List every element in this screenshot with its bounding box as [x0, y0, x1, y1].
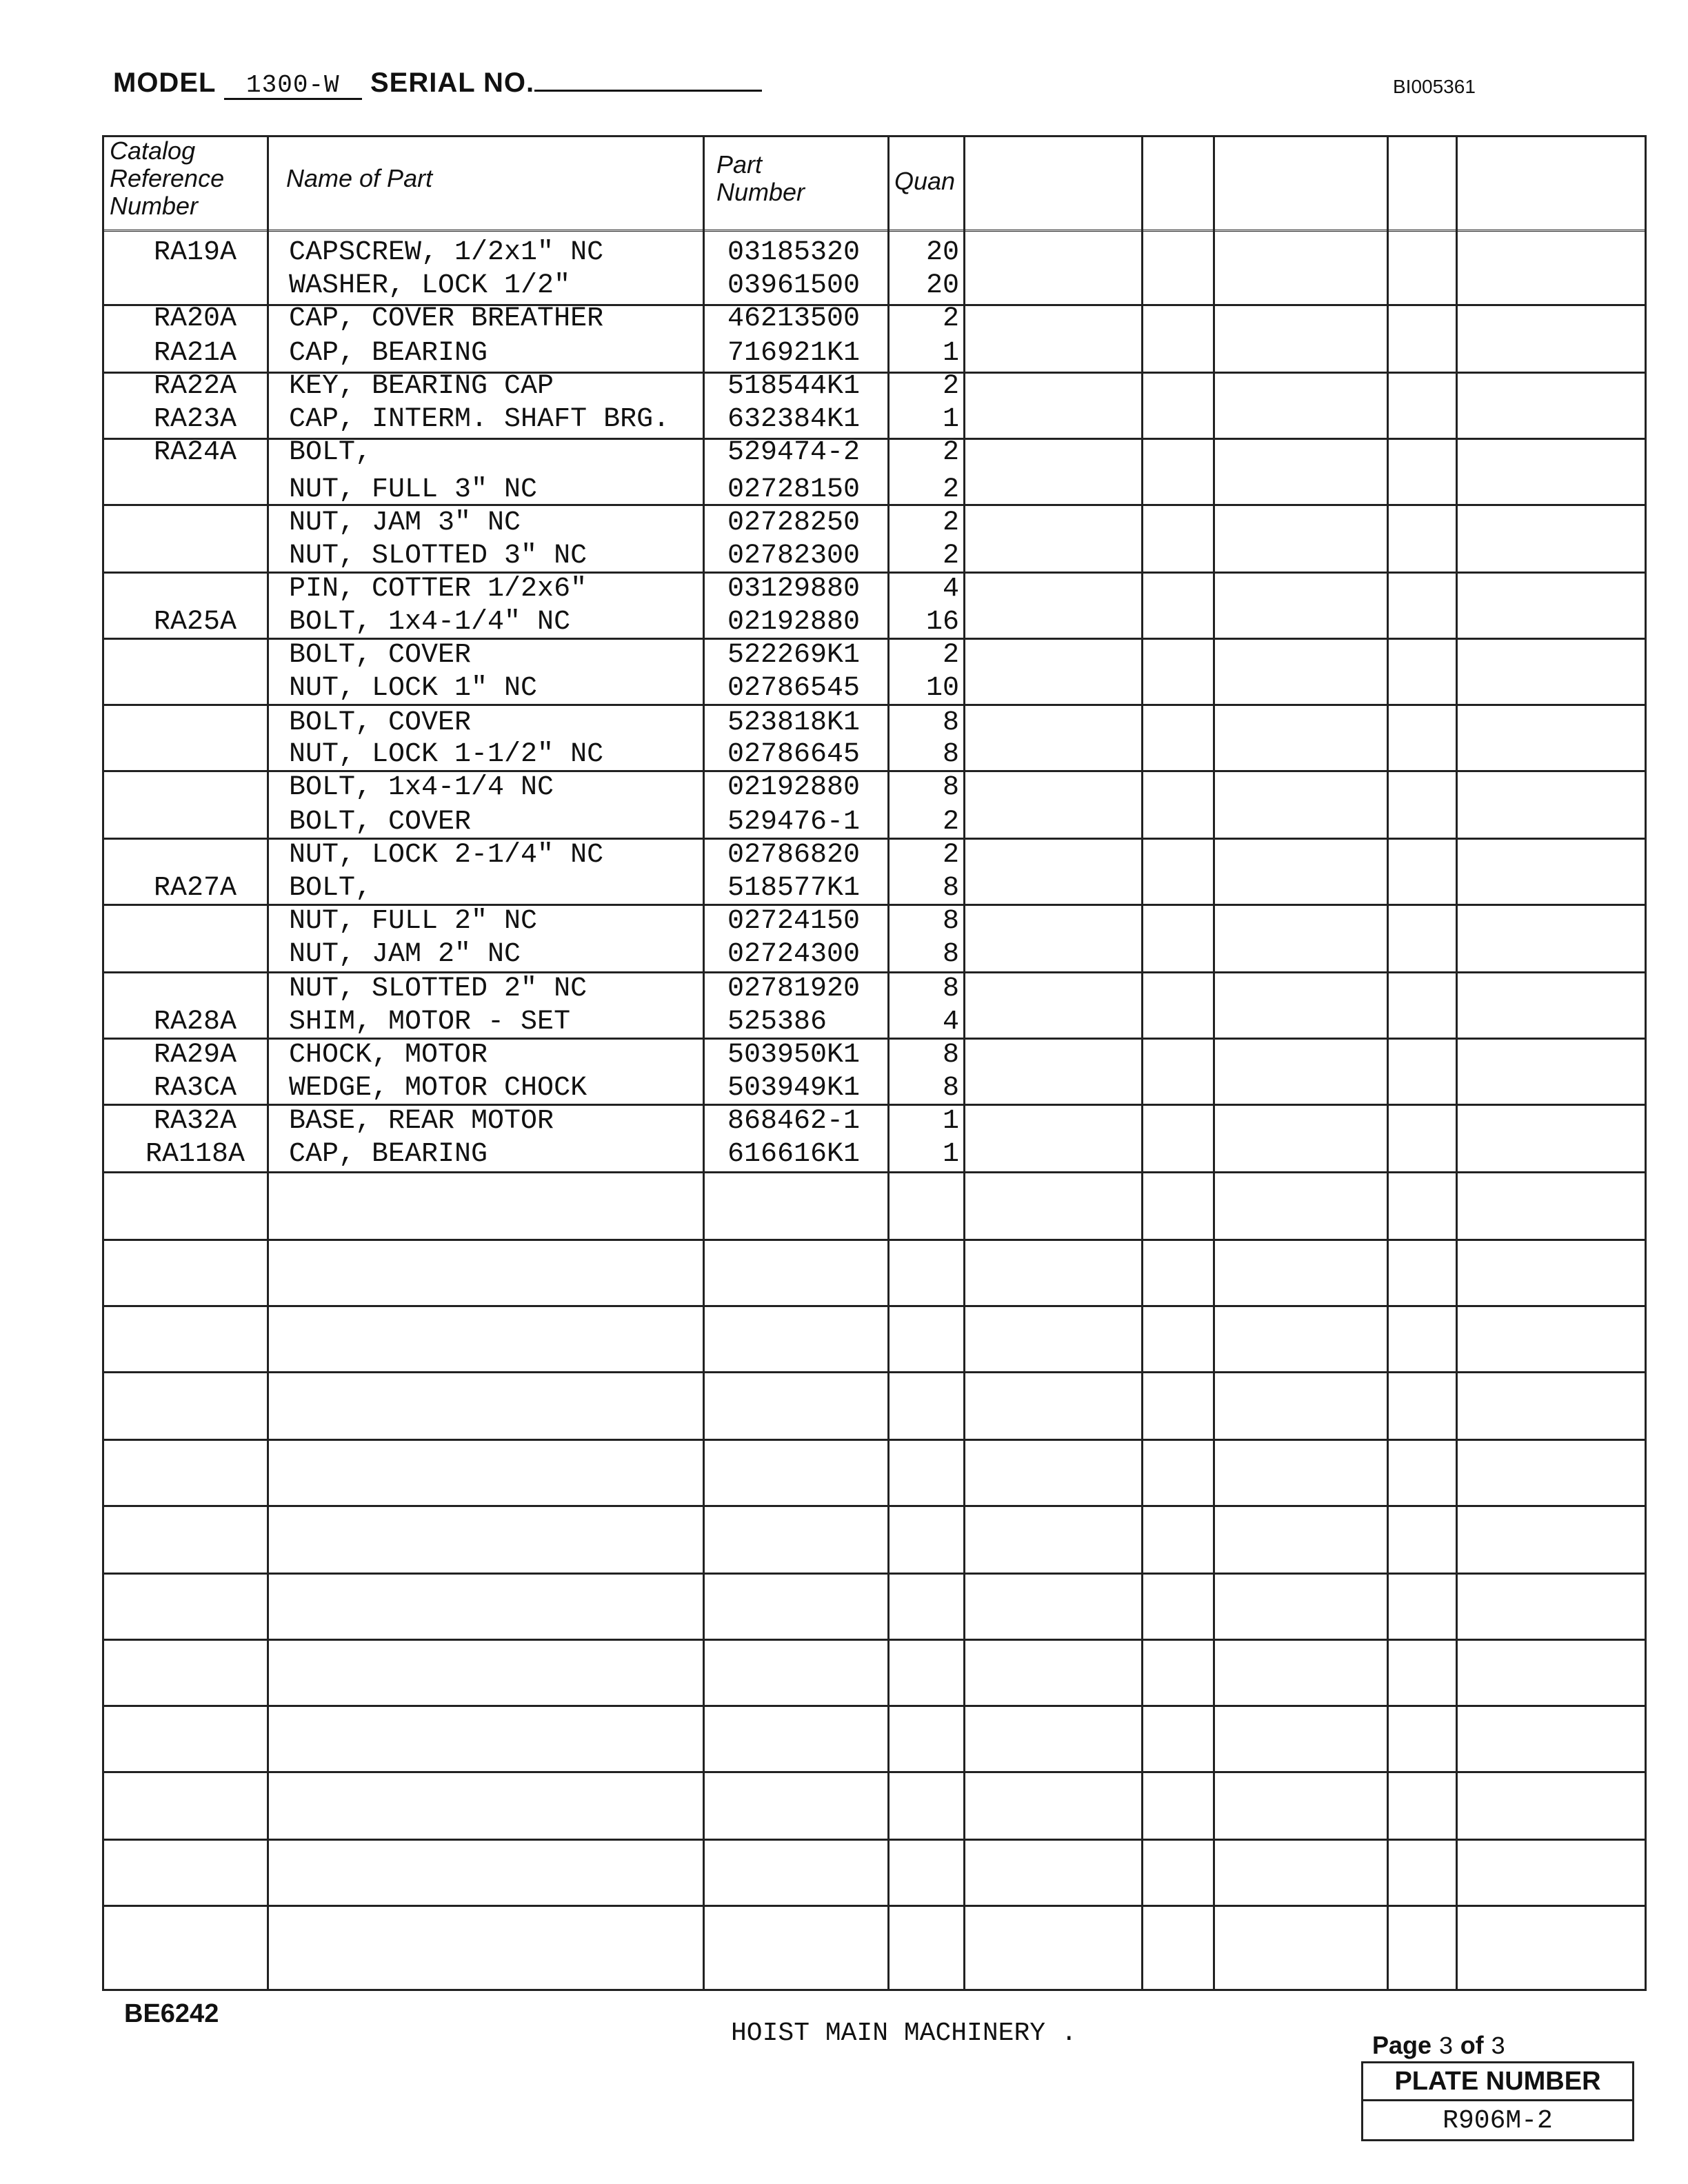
- row-ref: RA27A: [153, 873, 237, 904]
- row-quantity: 8: [942, 973, 959, 1004]
- col-divider: [1141, 137, 1143, 1989]
- row-part-number: 03129880: [727, 574, 861, 605]
- row-quantity: 2: [942, 540, 959, 572]
- row-name: WASHER, LOCK 1/2": [289, 270, 571, 301]
- row-ref: RA32A: [153, 1106, 237, 1137]
- col-divider: [1213, 137, 1215, 1989]
- row-quantity: 2: [942, 840, 959, 871]
- row-quantity: 2: [942, 807, 959, 838]
- row-name: BOLT,: [289, 437, 372, 468]
- col-divider: [267, 137, 269, 1989]
- row-quantity: 8: [942, 1073, 959, 1104]
- row-part-number: 529474-2: [727, 437, 861, 468]
- document-id: BI005361: [1393, 76, 1476, 97]
- row-quantity: 2: [942, 474, 959, 505]
- row-quantity: 10: [925, 673, 959, 704]
- serial-label: SERIAL NO.: [370, 68, 535, 98]
- row-part-number: 03961500: [727, 270, 861, 301]
- col-divider: [703, 137, 705, 1989]
- row-divider: [104, 1171, 1645, 1173]
- row-name: BASE, REAR MOTOR: [289, 1106, 554, 1137]
- row-part-number: 02786645: [727, 739, 861, 770]
- row-part-number: 522269K1: [727, 640, 861, 671]
- row-ref: RA23A: [153, 404, 237, 435]
- row-part-number: 518544K1: [727, 371, 861, 402]
- row-divider: [104, 1573, 1645, 1575]
- form-code: BE6242: [124, 1999, 219, 2028]
- row-ref: RA28A: [153, 1007, 237, 1038]
- row-divider: [104, 1839, 1645, 1841]
- row-divider: [104, 1305, 1645, 1307]
- section-title: HOIST MAIN MACHINERY .: [731, 2019, 1077, 2048]
- plate-number-value: R906M-2: [1443, 2106, 1553, 2136]
- row-part-number: 02192880: [727, 607, 861, 638]
- row-part-number: 868462-1: [727, 1106, 861, 1137]
- row-quantity: 8: [942, 906, 959, 937]
- row-quantity: 1: [942, 1139, 959, 1170]
- row-divider: [104, 1639, 1645, 1641]
- row-quantity: 8: [942, 772, 959, 803]
- header-line: [113, 68, 762, 100]
- row-quantity: 2: [942, 437, 959, 468]
- page-number: 3: [1438, 2033, 1454, 2061]
- row-name: PIN, COTTER 1/2x6": [289, 574, 587, 605]
- row-quantity: 16: [925, 607, 959, 638]
- row-name: CAP, BEARING: [289, 1139, 488, 1170]
- row-name: NUT, LOCK 1" NC: [289, 673, 538, 704]
- page-word: Page: [1372, 2031, 1432, 2059]
- page-of: of: [1460, 2031, 1484, 2059]
- model-label: MODEL: [113, 68, 216, 98]
- row-ref: RA21A: [153, 338, 237, 369]
- row-part-number: 02724300: [727, 939, 861, 970]
- row-quantity: 2: [942, 303, 959, 334]
- row-name: NUT, JAM 2" NC: [289, 939, 521, 970]
- row-name: CHOCK, MOTOR: [289, 1040, 488, 1071]
- row-part-number: 02786820: [727, 840, 861, 871]
- row-name: SHIM, MOTOR - SET: [289, 1007, 571, 1038]
- row-part-number: 503949K1: [727, 1073, 861, 1104]
- header-divider: [104, 230, 1645, 236]
- row-divider: [104, 1371, 1645, 1373]
- row-quantity: 20: [925, 270, 959, 301]
- page-total: 3: [1490, 2033, 1506, 2061]
- row-quantity: 1: [942, 1106, 959, 1137]
- row-part-number: 02786545: [727, 673, 861, 704]
- row-name: KEY, BEARING CAP: [289, 371, 554, 402]
- col-divider: [1456, 137, 1458, 1989]
- row-quantity: 8: [942, 873, 959, 904]
- row-divider: [104, 1705, 1645, 1707]
- row-quantity: 8: [942, 707, 959, 738]
- row-name: CAP, COVER BREATHER: [289, 303, 604, 334]
- row-quantity: 8: [942, 1040, 959, 1071]
- row-ref: RA24A: [153, 437, 237, 468]
- row-quantity: 8: [942, 739, 959, 770]
- column-header-part: Part Number: [716, 150, 805, 206]
- page-indicator: [1372, 2031, 1505, 2061]
- row-name: BOLT, 1x4-1/4 NC: [289, 772, 554, 803]
- row-part-number: 503950K1: [727, 1040, 861, 1071]
- column-header-name: Name of Part: [286, 164, 433, 192]
- row-name: BOLT, COVER: [289, 640, 472, 671]
- row-name: BOLT, COVER: [289, 707, 472, 738]
- row-divider: [104, 1239, 1645, 1241]
- row-divider: [104, 1439, 1645, 1441]
- column-header-ref: Catalog Reference Number: [110, 136, 225, 220]
- row-ref: RA29A: [153, 1040, 237, 1071]
- row-ref: RA25A: [153, 607, 237, 638]
- row-name: BOLT,: [289, 873, 372, 904]
- row-part-number: 02724150: [727, 906, 861, 937]
- row-name: CAPSCREW, 1/2x1" NC: [289, 237, 604, 268]
- row-part-number: 02192880: [727, 772, 861, 803]
- row-quantity: 2: [942, 507, 959, 538]
- serial-value: [534, 90, 762, 92]
- col-divider: [1387, 137, 1389, 1989]
- parts-table: [102, 135, 1647, 1991]
- row-quantity: 4: [942, 1007, 959, 1038]
- row-quantity: 1: [942, 338, 959, 369]
- row-part-number: 02781920: [727, 973, 861, 1004]
- row-part-number: 523818K1: [727, 707, 861, 738]
- row-divider: [104, 1505, 1645, 1507]
- row-part-number: 02728250: [727, 507, 861, 538]
- row-ref: RA20A: [153, 303, 237, 334]
- row-part-number: 518577K1: [727, 873, 861, 904]
- row-ref: RA19A: [153, 237, 237, 268]
- row-part-number: 03185320: [727, 237, 861, 268]
- row-ref: RA22A: [153, 371, 237, 402]
- row-part-number: 632384K1: [727, 404, 861, 435]
- row-quantity: 2: [942, 371, 959, 402]
- row-name: NUT, LOCK 2-1/4" NC: [289, 840, 604, 871]
- row-name: CAP, INTERM. SHAFT BRG.: [289, 404, 670, 435]
- row-divider: [104, 1905, 1645, 1907]
- row-part-number: 529476-1: [727, 807, 861, 838]
- row-ref: RA3CA: [153, 1073, 237, 1104]
- row-part-number: 716921K1: [727, 338, 861, 369]
- row-divider: [104, 1771, 1645, 1773]
- row-name: CAP, BEARING: [289, 338, 488, 369]
- row-part-number: 46213500: [727, 303, 861, 334]
- row-name: NUT, FULL 3" NC: [289, 474, 538, 505]
- model-value: 1300-W: [224, 73, 362, 100]
- row-name: WEDGE, MOTOR CHOCK: [289, 1073, 587, 1104]
- row-name: BOLT, 1x4-1/4" NC: [289, 607, 571, 638]
- row-name: NUT, SLOTTED 2" NC: [289, 973, 587, 1004]
- column-header-qty: Quan: [894, 167, 956, 195]
- plate-number-label: PLATE NUMBER: [1363, 2063, 1632, 2101]
- col-divider: [963, 137, 965, 1989]
- row-quantity: 4: [942, 574, 959, 605]
- row-name: NUT, LOCK 1-1/2" NC: [289, 739, 604, 770]
- row-quantity: 1: [942, 404, 959, 435]
- row-name: BOLT, COVER: [289, 807, 472, 838]
- row-part-number: 616616K1: [727, 1139, 861, 1170]
- row-name: NUT, SLOTTED 3" NC: [289, 540, 587, 572]
- row-name: NUT, FULL 2" NC: [289, 906, 538, 937]
- row-quantity: 2: [942, 640, 959, 671]
- plate-number-box: [1361, 2061, 1634, 2141]
- row-part-number: 02728150: [727, 474, 861, 505]
- row-name: NUT, JAM 3" NC: [289, 507, 521, 538]
- row-quantity: 20: [925, 237, 959, 268]
- row-quantity: 8: [942, 939, 959, 970]
- row-part-number: 525386: [727, 1007, 827, 1038]
- row-part-number: 02782300: [727, 540, 861, 572]
- row-ref: RA118A: [145, 1139, 245, 1170]
